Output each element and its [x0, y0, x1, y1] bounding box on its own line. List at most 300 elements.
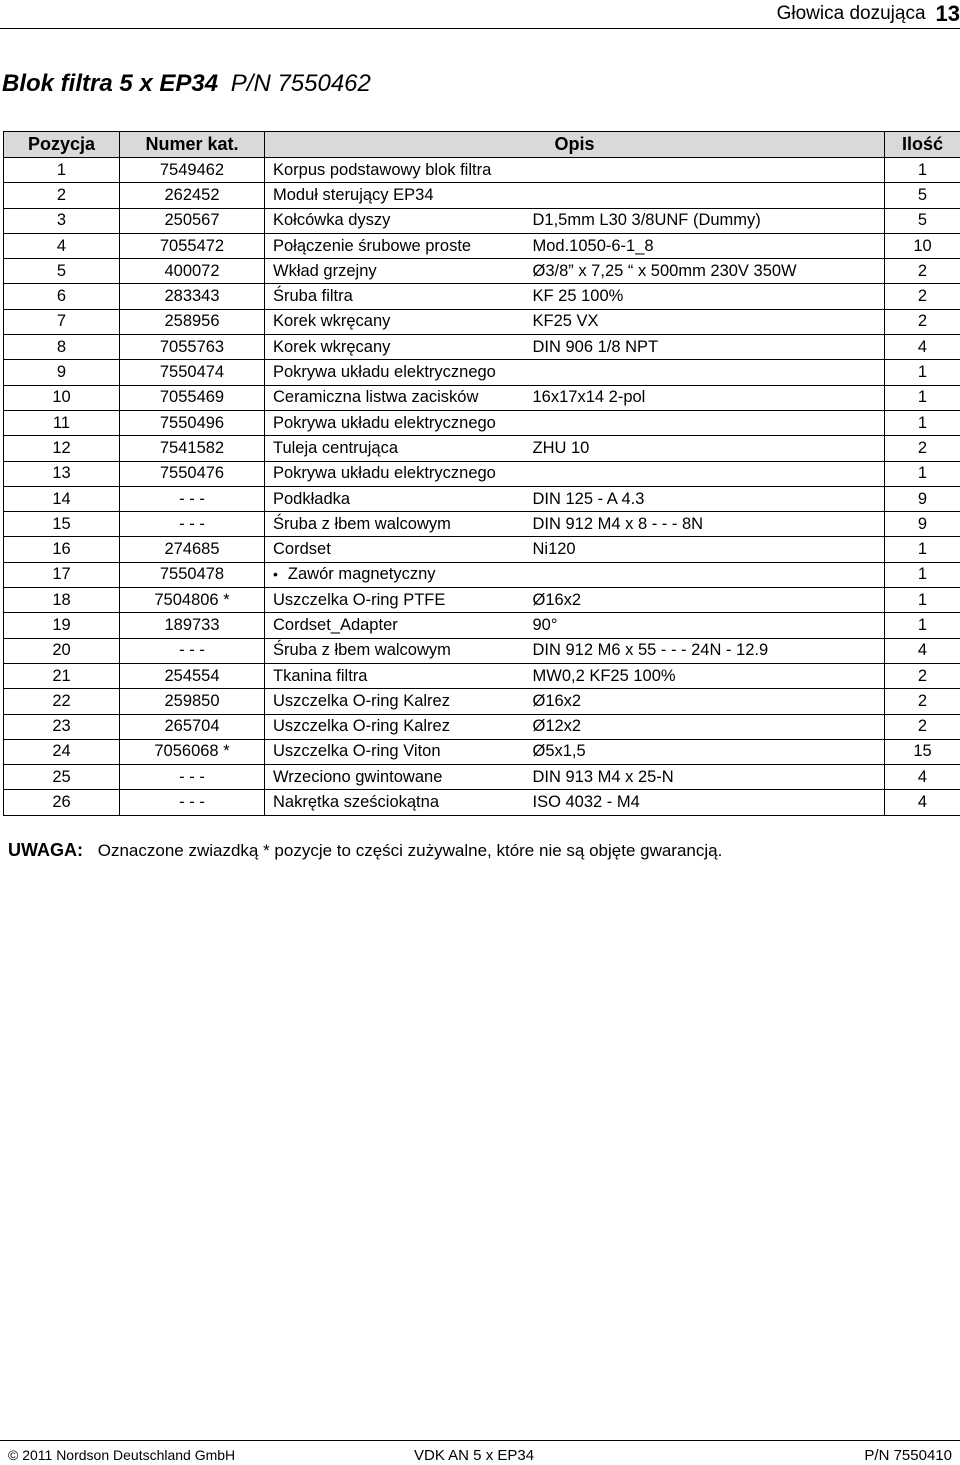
row-description [265, 714, 529, 739]
row-catalog-number [120, 183, 265, 208]
row-description [265, 183, 529, 208]
row-catalog-number [120, 486, 265, 511]
row-position-text: 22 [52, 691, 71, 710]
row-description-text: Pokrywa układu elektrycznego [273, 363, 496, 382]
row-position [4, 436, 120, 461]
row-quantity-text: 1 [917, 540, 928, 559]
row-specification-text: ZHU 10 [532, 438, 590, 457]
page-header [777, 0, 960, 28]
row-quantity [885, 739, 960, 764]
row-quantity-text: 1 [917, 615, 928, 634]
table-row [4, 638, 960, 663]
row-catalog-number [120, 461, 265, 486]
row-catalog-number [120, 739, 265, 764]
row-quantity [885, 284, 960, 309]
row-position [4, 259, 120, 284]
row-position-text: 13 [52, 464, 71, 483]
row-description-text: Pokrywa układu elektrycznego [273, 464, 496, 483]
table-row [4, 613, 960, 638]
row-specification [529, 537, 885, 562]
row-quantity-text: 4 [917, 337, 928, 356]
title-main: Blok filtra 5 x EP34 [2, 70, 219, 97]
header-quantity: Ilość [885, 132, 960, 158]
row-position-text: 10 [52, 388, 71, 407]
row-description [265, 436, 529, 461]
footer-divider [0, 1440, 960, 1441]
table-row [4, 335, 960, 360]
row-position [4, 739, 120, 764]
row-specification [529, 790, 885, 815]
row-quantity-text: 1 [917, 590, 928, 609]
row-catalog-number-text: 7541582 [159, 438, 225, 457]
row-specification-text: DIN 912 M6 x 55 - - - 24N - 12.9 [532, 641, 769, 660]
row-quantity-text: 5 [917, 185, 928, 204]
row-specification [529, 663, 885, 688]
header-description: Opis [265, 132, 885, 158]
row-catalog-number [120, 309, 265, 334]
row-position [4, 284, 120, 309]
row-position-text: 8 [56, 337, 67, 356]
table-header-row [4, 132, 960, 158]
row-specification [529, 360, 885, 385]
row-quantity-text: 1 [917, 413, 928, 432]
row-catalog-number-text: 7549462 [159, 160, 225, 179]
row-specification-text: MW0,2 KF25 100% [532, 666, 676, 685]
row-description [265, 512, 529, 537]
row-position [4, 562, 120, 587]
row-specification [529, 284, 885, 309]
row-position [4, 233, 120, 258]
row-specification [529, 562, 885, 587]
table-row [4, 512, 960, 537]
row-specification-text: DIN 125 - A 4.3 [532, 489, 645, 508]
table-row [4, 739, 960, 764]
row-quantity [885, 613, 960, 638]
row-description [265, 739, 529, 764]
row-specification [529, 233, 885, 258]
row-description [265, 638, 529, 663]
row-quantity-text: 2 [917, 287, 928, 306]
row-quantity-text: 15 [913, 742, 932, 761]
warranty-note [8, 840, 722, 861]
row-description-text: Tuleja centrująca [273, 438, 399, 457]
row-position-text: 5 [56, 261, 67, 280]
row-catalog-number-text: 259850 [164, 691, 220, 710]
row-specification [529, 335, 885, 360]
row-catalog-number [120, 259, 265, 284]
row-position [4, 208, 120, 233]
row-quantity [885, 588, 960, 613]
row-description-text: Zawór magnetyczny [287, 565, 436, 584]
row-description-text: Podkładka [273, 489, 351, 508]
row-description [265, 663, 529, 688]
table-row [4, 663, 960, 688]
row-quantity-text: 1 [917, 363, 928, 382]
row-position-text: 15 [52, 514, 71, 533]
row-specification-text: 16x17x14 2-pol [532, 388, 646, 407]
row-catalog-number-text: 400072 [164, 261, 220, 280]
row-position-text: 6 [56, 287, 67, 306]
row-specification-text: DIN 906 1/8 NPT [532, 337, 659, 356]
row-specification [529, 638, 885, 663]
row-description-text: Cordset_Adapter [273, 615, 398, 634]
row-position [4, 486, 120, 511]
note-label: UWAGA: [8, 840, 83, 860]
row-specification-text: Ø12x2 [532, 717, 582, 736]
table-row [4, 790, 960, 815]
row-specification-text: KF 25 100% [532, 287, 624, 306]
row-position [4, 385, 120, 410]
bullet-icon: • [273, 566, 278, 583]
page-footer [0, 1447, 960, 1465]
page-number: 13 [935, 1, 960, 26]
row-specification-text: Ø5x1,5 [532, 742, 586, 761]
row-catalog-number-text: 7056068 * [154, 742, 230, 761]
row-quantity-text: 2 [917, 261, 928, 280]
row-quantity-text: 2 [917, 717, 928, 736]
row-catalog-number [120, 613, 265, 638]
row-quantity [885, 259, 960, 284]
row-specification-text: Ø16x2 [532, 590, 582, 609]
row-quantity [885, 385, 960, 410]
row-specification [529, 588, 885, 613]
row-specification [529, 385, 885, 410]
row-catalog-number [120, 233, 265, 258]
row-catalog-number [120, 714, 265, 739]
footer-part-number: P/N 7550410 [864, 1447, 952, 1464]
row-catalog-number [120, 512, 265, 537]
table-row [4, 233, 960, 258]
row-catalog-number-text: 283343 [164, 287, 220, 306]
table-row [4, 537, 960, 562]
row-specification [529, 689, 885, 714]
row-quantity-text: 2 [917, 438, 928, 457]
row-description [265, 790, 529, 815]
table-row [4, 284, 960, 309]
row-catalog-number-text: - - - [179, 489, 205, 508]
row-position-text: 11 [52, 413, 71, 432]
row-catalog-number-text: 7550496 [159, 413, 225, 432]
row-specification [529, 183, 885, 208]
row-description [265, 537, 529, 562]
row-quantity [885, 183, 960, 208]
row-quantity [885, 360, 960, 385]
row-quantity-text: 1 [917, 388, 928, 407]
row-description-text: Ceramiczna listwa zacisków [273, 388, 479, 407]
row-position-text: 18 [52, 590, 71, 609]
table-row [4, 410, 960, 435]
row-description-text: Uszczelka O-ring Kalrez [273, 691, 450, 710]
row-specification [529, 436, 885, 461]
table-row [4, 714, 960, 739]
row-catalog-number-text: - - - [179, 641, 205, 660]
table-row [4, 183, 960, 208]
row-position [4, 613, 120, 638]
row-position [4, 765, 120, 790]
row-quantity [885, 765, 960, 790]
row-catalog-number [120, 335, 265, 360]
row-specification [529, 410, 885, 435]
row-catalog-number-text: 250567 [164, 211, 220, 230]
row-position [4, 512, 120, 537]
table-row [4, 689, 960, 714]
header-position: Pozycja [4, 132, 120, 158]
row-catalog-number [120, 385, 265, 410]
row-quantity-text: 9 [917, 489, 928, 508]
row-description [265, 208, 529, 233]
row-quantity [885, 335, 960, 360]
footer-document-title: VDK AN 5 x EP34 [414, 1447, 535, 1464]
row-catalog-number [120, 638, 265, 663]
row-position [4, 410, 120, 435]
header-catalog-number: Numer kat. [120, 132, 265, 158]
row-catalog-number-text: 7055472 [159, 236, 225, 255]
row-description-text: Połączenie śrubowe proste [273, 236, 472, 255]
row-quantity [885, 233, 960, 258]
note-text: Oznaczone zwiazdką * pozycje to części zużywalne, które nie są objęte gwarancją. [97, 841, 723, 860]
row-position-text: 25 [52, 767, 71, 786]
row-description-text: Śruba z łbem walcowym [273, 514, 451, 533]
row-position [4, 638, 120, 663]
row-catalog-number [120, 208, 265, 233]
row-catalog-number-text: 258956 [164, 312, 220, 331]
row-quantity [885, 158, 960, 183]
row-quantity-text: 4 [917, 793, 928, 812]
row-position-text: 3 [56, 211, 67, 230]
table-row [4, 309, 960, 334]
row-specification [529, 259, 885, 284]
parts-table [3, 131, 960, 816]
table-row [4, 436, 960, 461]
row-position [4, 335, 120, 360]
row-description [265, 385, 529, 410]
row-description [265, 461, 529, 486]
row-specification [529, 158, 885, 183]
row-description [265, 410, 529, 435]
row-specification-text: Ø16x2 [532, 691, 582, 710]
row-description [265, 233, 529, 258]
title-part-number: P/N 7550462 [230, 70, 371, 97]
row-quantity-text: 10 [913, 236, 932, 255]
row-description [265, 562, 529, 587]
row-catalog-number [120, 765, 265, 790]
row-quantity-text: 1 [917, 160, 928, 179]
row-position [4, 689, 120, 714]
row-catalog-number [120, 436, 265, 461]
row-quantity [885, 562, 960, 587]
row-quantity [885, 512, 960, 537]
row-description [265, 689, 529, 714]
row-position-text: 7 [56, 312, 67, 331]
row-description-text: Pokrywa układu elektrycznego [273, 413, 496, 432]
row-quantity-text: 1 [917, 565, 928, 584]
row-specification [529, 309, 885, 334]
row-position-text: 23 [52, 717, 71, 736]
section-title: Głowica dozująca [776, 3, 926, 24]
row-position [4, 461, 120, 486]
row-quantity [885, 208, 960, 233]
row-specification [529, 486, 885, 511]
row-position-text: 24 [52, 742, 71, 761]
row-description [265, 486, 529, 511]
footer-copyright: © 2011 Nordson Deutschland GmbH [8, 1447, 236, 1463]
row-position [4, 158, 120, 183]
row-specification [529, 613, 885, 638]
row-description-text: Uszczelka O-ring Kalrez [273, 717, 450, 736]
row-position [4, 360, 120, 385]
row-position [4, 309, 120, 334]
row-catalog-number [120, 284, 265, 309]
row-description [265, 613, 529, 638]
row-description [265, 360, 529, 385]
row-quantity [885, 689, 960, 714]
row-description-text: Śruba z łbem walcowym [273, 641, 451, 660]
row-specification [529, 512, 885, 537]
row-catalog-number-text: 265704 [164, 717, 220, 736]
row-description-text: Nakrętka sześciokątna [273, 793, 439, 812]
row-description-text: Korek wkręcany [273, 312, 391, 331]
row-position-text: 20 [52, 641, 71, 660]
row-specification-text: Ni120 [532, 540, 576, 559]
row-specification [529, 714, 885, 739]
row-description [265, 588, 529, 613]
row-position [4, 537, 120, 562]
row-description [265, 284, 529, 309]
row-description [265, 309, 529, 334]
table-row [4, 562, 960, 587]
row-position-text: 9 [56, 363, 67, 382]
row-position-text: 12 [52, 438, 71, 457]
row-catalog-number-text: 7055469 [159, 388, 225, 407]
row-specification [529, 765, 885, 790]
row-position-text: 19 [52, 615, 71, 634]
row-quantity [885, 410, 960, 435]
row-description-text: Tkanina filtra [273, 666, 368, 685]
table-row [4, 208, 960, 233]
row-catalog-number-text: 189733 [164, 615, 220, 634]
row-catalog-number [120, 410, 265, 435]
row-specification-text: DIN 913 M4 x 25-N [532, 767, 674, 786]
row-description [265, 158, 529, 183]
row-catalog-number [120, 158, 265, 183]
row-specification-text: ISO 4032 - M4 [532, 793, 640, 812]
row-position-text: 14 [52, 489, 71, 508]
row-position-text: 21 [52, 666, 71, 685]
row-quantity-text: 4 [917, 767, 928, 786]
row-position-text: 2 [56, 185, 67, 204]
row-quantity [885, 486, 960, 511]
row-catalog-number-text: 7550478 [159, 565, 225, 584]
row-description-text: Korpus podstawowy blok filtra [273, 160, 492, 179]
row-description-text: Uszczelka O-ring PTFE [273, 590, 446, 609]
row-quantity [885, 537, 960, 562]
row-description-text: Cordset [273, 540, 331, 559]
table-row [4, 461, 960, 486]
table-row [4, 259, 960, 284]
row-description-text: Wrzeciono gwintowane [273, 767, 443, 786]
row-description [265, 259, 529, 284]
row-catalog-number [120, 588, 265, 613]
row-catalog-number [120, 663, 265, 688]
row-description-text: Kołcówka dyszy [273, 211, 391, 230]
row-specification-text: KF25 VX [532, 312, 599, 331]
row-catalog-number-text: 262452 [164, 185, 220, 204]
row-specification-text: DIN 912 M4 x 8 - - - 8N [532, 514, 704, 533]
row-description-text: Korek wkręcany [273, 337, 391, 356]
row-specification-text: D1,5mm L30 3/8UNF (Dummy) [532, 211, 761, 230]
row-quantity [885, 638, 960, 663]
row-catalog-number-text: 7550474 [159, 363, 225, 382]
row-description-text: Śruba filtra [273, 287, 353, 306]
row-quantity-text: 2 [917, 312, 928, 331]
row-quantity [885, 461, 960, 486]
row-quantity [885, 714, 960, 739]
row-quantity [885, 436, 960, 461]
row-description-text: Uszczelka O-ring Viton [273, 742, 441, 761]
row-quantity [885, 663, 960, 688]
row-catalog-number [120, 537, 265, 562]
table-row [4, 765, 960, 790]
row-quantity-text: 2 [917, 691, 928, 710]
row-position-text: 16 [52, 540, 71, 559]
row-specification [529, 208, 885, 233]
row-quantity-text: 5 [917, 211, 928, 230]
row-catalog-number-text: - - - [179, 514, 205, 533]
row-description-text: Wkład grzejny [273, 261, 377, 280]
row-catalog-number-text: 254554 [164, 666, 220, 685]
row-position [4, 183, 120, 208]
header-divider [0, 28, 960, 29]
row-specification [529, 461, 885, 486]
row-position-text: 17 [52, 565, 71, 584]
row-description-text: Moduł sterujący EP34 [273, 185, 434, 204]
row-position-text: 26 [52, 793, 71, 812]
row-quantity [885, 309, 960, 334]
row-catalog-number-text: 274685 [164, 540, 220, 559]
row-position [4, 663, 120, 688]
row-position [4, 588, 120, 613]
row-position-text: 1 [56, 160, 67, 179]
row-quantity-text: 9 [917, 514, 928, 533]
row-specification [529, 739, 885, 764]
row-quantity-text: 4 [917, 641, 928, 660]
row-description [265, 765, 529, 790]
row-specification-text: Ø3/8” x 7,25 “ x 500mm 230V 350W [532, 261, 797, 280]
table-row [4, 158, 960, 183]
row-quantity [885, 790, 960, 815]
row-catalog-number [120, 360, 265, 385]
row-catalog-number [120, 689, 265, 714]
page-title [2, 70, 371, 98]
table-row [4, 385, 960, 410]
row-position [4, 790, 120, 815]
row-quantity-text: 1 [917, 464, 928, 483]
row-catalog-number-text: 7055763 [159, 337, 225, 356]
row-catalog-number-text: 7504806 * [154, 590, 230, 609]
row-specification-text: Mod.1050-6-1_8 [532, 236, 654, 255]
row-position [4, 714, 120, 739]
row-position-text: 4 [56, 236, 67, 255]
table-row [4, 360, 960, 385]
row-catalog-number-text: - - - [179, 767, 205, 786]
row-quantity-text: 2 [917, 666, 928, 685]
row-catalog-number-text: - - - [179, 793, 205, 812]
row-catalog-number [120, 790, 265, 815]
row-catalog-number [120, 562, 265, 587]
table-row [4, 486, 960, 511]
row-catalog-number-text: 7550476 [159, 464, 225, 483]
row-description [265, 335, 529, 360]
